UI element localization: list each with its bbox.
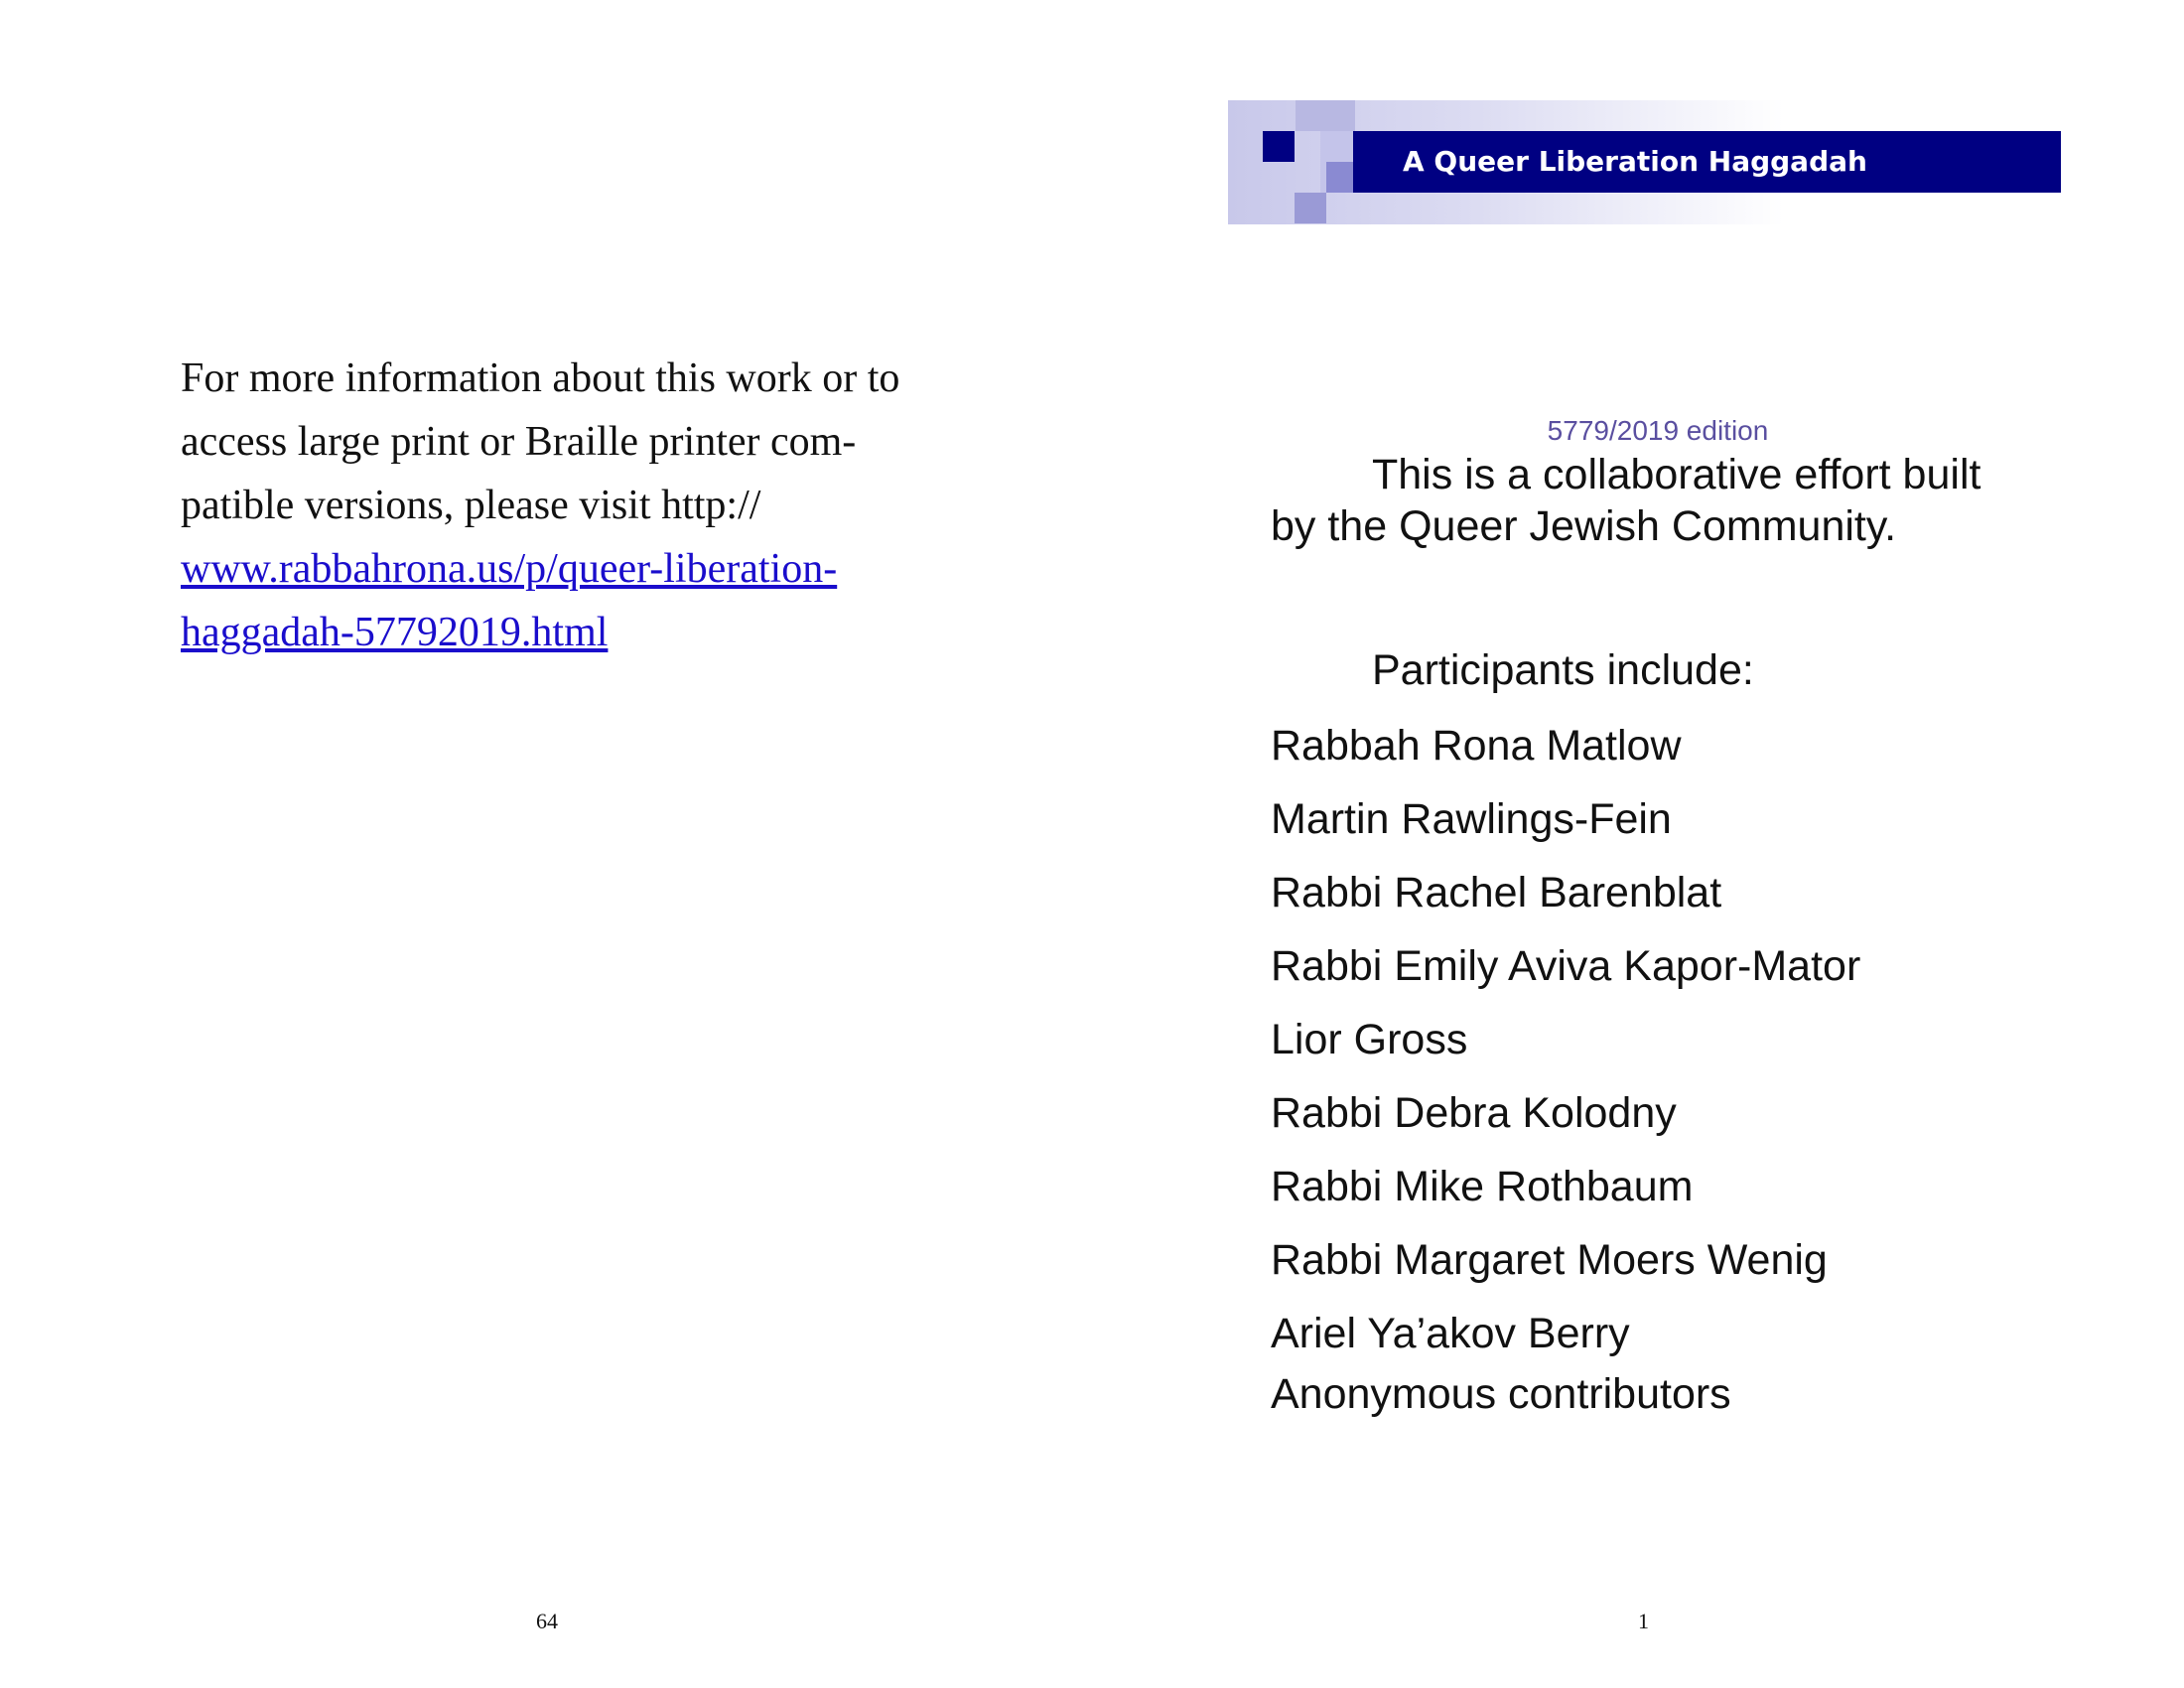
participant-name: Martin Rawlings-Fein: [1271, 795, 1672, 843]
participant-name: Rabbi Debra Kolodny: [1271, 1089, 1677, 1137]
participants-list: [1271, 720, 1860, 1381]
info-paragraph: [181, 347, 975, 664]
haggadah-link-continued[interactable]: haggadah-57792019.html: [181, 610, 609, 655]
info-line: patible versions, please visit http://: [181, 483, 761, 528]
participant-name: Rabbi Emily Aviva Kapor-Mator: [1271, 942, 1861, 990]
participant-name: Ariel Ya’akov Berry: [1271, 1310, 1630, 1357]
info-link-line[interactable]: [181, 601, 975, 664]
haggadah-link[interactable]: www.rabbahrona.us/p/queer-liberation-: [181, 546, 838, 592]
participant-name: Rabbi Mike Rothbaum: [1271, 1163, 1694, 1210]
participant-name: Rabbi Rachel Barenblat: [1271, 869, 1722, 916]
anonymous-contributors: Anonymous contributors: [1271, 1370, 1731, 1418]
banner-square: [1296, 100, 1355, 131]
banner-title: A Queer Liberation Haggadah: [1403, 145, 1867, 178]
page-number-left: 64: [536, 1609, 558, 1633]
info-line: For more information about this work or to: [181, 355, 900, 401]
page-number-right: 1: [1638, 1609, 1649, 1633]
info-line: access large print or Braille printer com-: [181, 419, 857, 465]
participant-name: Rabbi Margaret Moers Wenig: [1271, 1236, 1828, 1284]
participant-name: Lior Gross: [1271, 1016, 1468, 1063]
intro-paragraph: [1271, 449, 2065, 552]
participant-name: Rabbah Rona Matlow: [1271, 722, 1682, 770]
banner-square: [1263, 131, 1295, 162]
banner-square: [1295, 193, 1326, 223]
edition-label: 5779/2019 edition: [1547, 415, 1769, 446]
intro-line: by the Queer Jewish Community.: [1271, 502, 1897, 550]
participants-heading: Participants include:: [1372, 646, 1754, 694]
info-link-line[interactable]: [181, 537, 975, 601]
intro-line: This is a collaborative effort built: [1372, 451, 1981, 498]
